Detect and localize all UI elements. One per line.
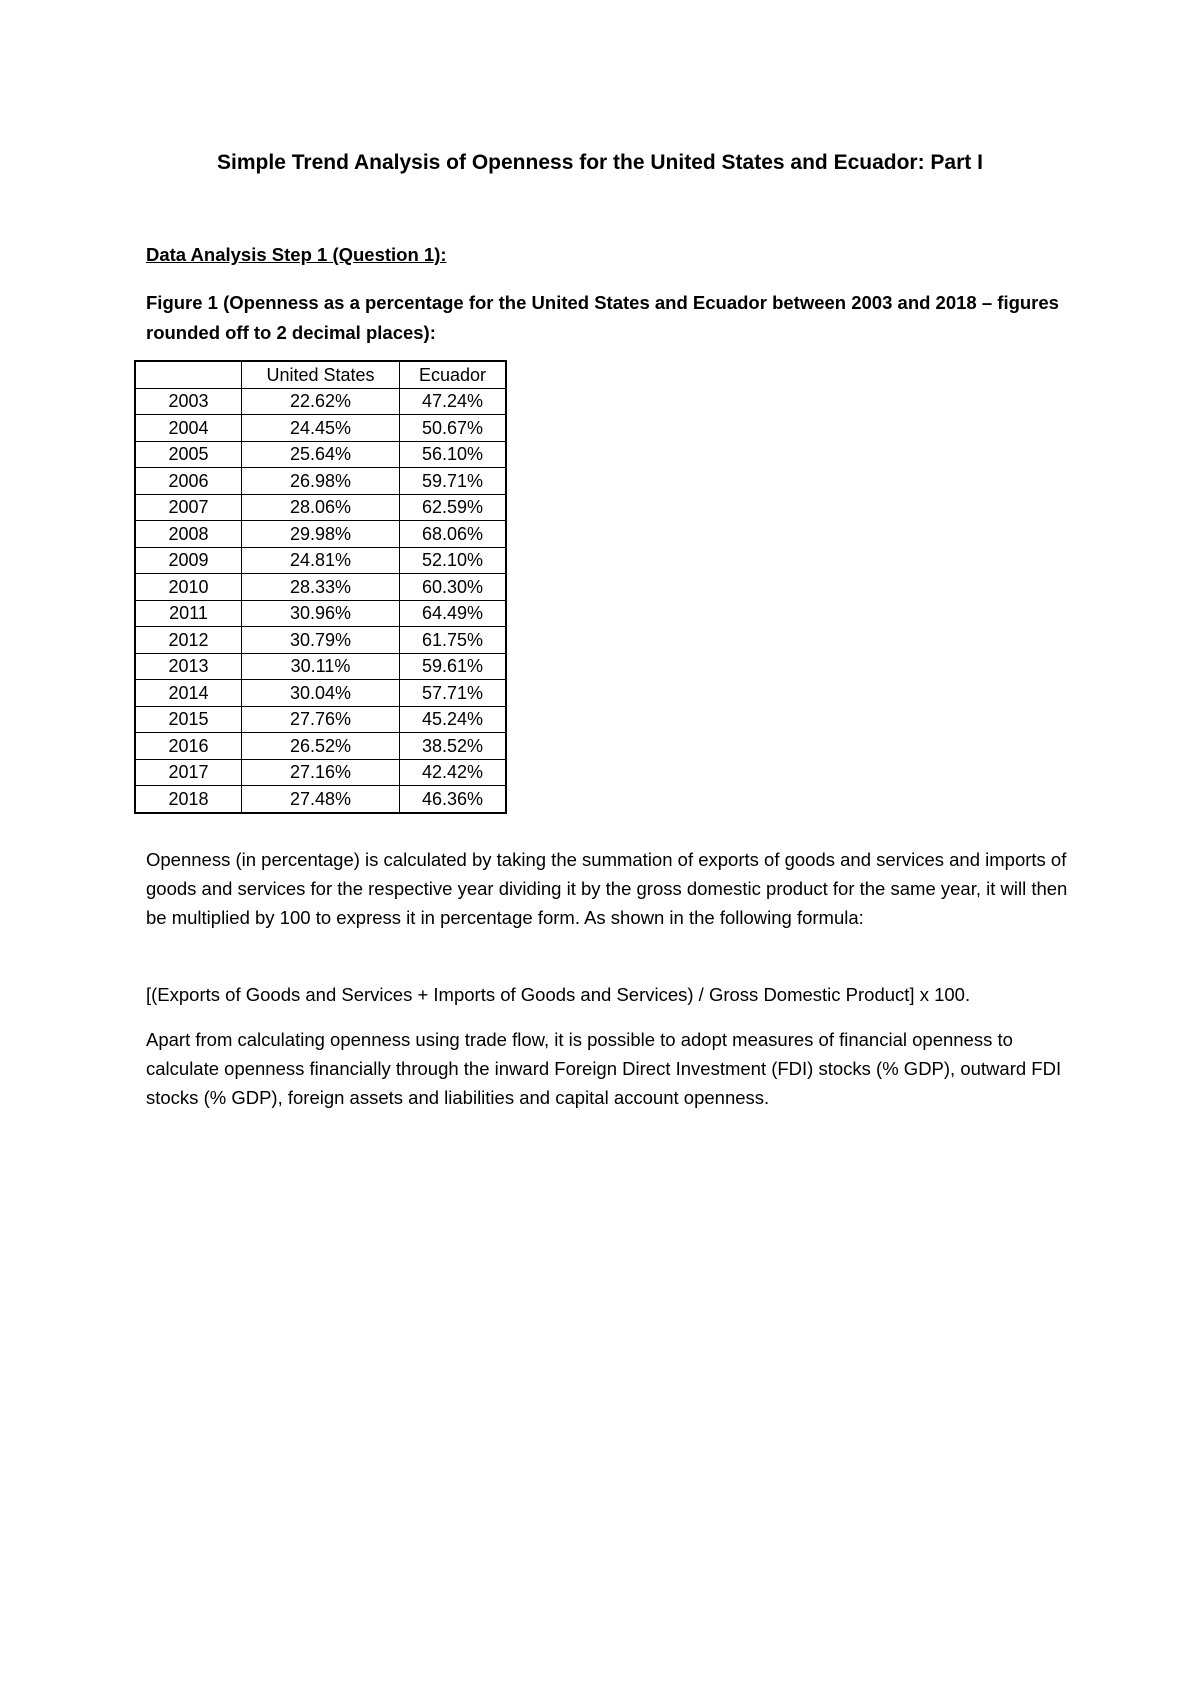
table-row — [135, 494, 506, 521]
ecuador-cell: 47.24% — [400, 388, 507, 415]
table-row — [135, 547, 506, 574]
united-states-cell: 24.81% — [242, 547, 400, 574]
document-title: Simple Trend Analysis of Openness for the United States and Ecuador: Part I — [217, 151, 983, 174]
table-row — [135, 706, 506, 733]
united-states-cell: 28.33% — [242, 574, 400, 601]
ecuador-cell: 50.67% — [400, 415, 507, 442]
year-cell: 2016 — [135, 733, 242, 760]
year-cell: 2003 — [135, 388, 242, 415]
united-states-cell: 28.06% — [242, 494, 400, 521]
section-heading: Data Analysis Step 1 (Question 1): — [146, 244, 447, 265]
table-body — [135, 388, 506, 813]
year-cell: 2007 — [135, 494, 242, 521]
ecuador-cell: 52.10% — [400, 547, 507, 574]
ecuador-cell: 57.71% — [400, 680, 507, 707]
united-states-cell: 30.04% — [242, 680, 400, 707]
table-row — [135, 653, 506, 680]
ecuador-cell: 60.30% — [400, 574, 507, 601]
ecuador-cell: 38.52% — [400, 733, 507, 760]
year-cell: 2004 — [135, 415, 242, 442]
united-states-cell: 27.48% — [242, 786, 400, 813]
year-cell: 2012 — [135, 627, 242, 654]
table-header-cell — [135, 361, 242, 388]
table-row — [135, 574, 506, 601]
formula-paragraph: [(Exports of Goods and Services + Imports of Goods and Services) / Gross Domestic Product] x 100. — [146, 984, 971, 1005]
table-row — [135, 388, 506, 415]
united-states-cell: 30.11% — [242, 653, 400, 680]
year-cell: 2017 — [135, 759, 242, 786]
openness-table — [134, 360, 507, 814]
ecuador-cell: 59.61% — [400, 653, 507, 680]
table-row — [135, 415, 506, 442]
year-cell: 2011 — [135, 600, 242, 627]
explanation-paragraph: Openness (in percentage) is calculated by taking the summation of exports of goods and services and imports of goods and services for the respective year dividing it by the gross domestic product for the same year, it will then be multiplied by 100 to express it in percentage form. As shown in the following formula: — [146, 849, 1068, 928]
ecuador-cell: 59.71% — [400, 468, 507, 495]
united-states-cell: 26.52% — [242, 733, 400, 760]
ecuador-cell: 62.59% — [400, 494, 507, 521]
table-row — [135, 680, 506, 707]
united-states-cell: 27.76% — [242, 706, 400, 733]
year-cell: 2015 — [135, 706, 242, 733]
year-cell: 2018 — [135, 786, 242, 813]
year-cell: 2010 — [135, 574, 242, 601]
year-cell: 2014 — [135, 680, 242, 707]
ecuador-cell: 56.10% — [400, 441, 507, 468]
ecuador-cell: 42.42% — [400, 759, 507, 786]
united-states-cell: 29.98% — [242, 521, 400, 548]
united-states-cell: 22.62% — [242, 388, 400, 415]
year-cell: 2013 — [135, 653, 242, 680]
year-cell: 2008 — [135, 521, 242, 548]
table-header-cell: United States — [242, 361, 400, 388]
united-states-cell: 27.16% — [242, 759, 400, 786]
year-cell: 2005 — [135, 441, 242, 468]
table-row — [135, 600, 506, 627]
year-cell: 2006 — [135, 468, 242, 495]
ecuador-cell: 64.49% — [400, 600, 507, 627]
united-states-cell: 30.79% — [242, 627, 400, 654]
table-row — [135, 733, 506, 760]
ecuador-cell: 46.36% — [400, 786, 507, 813]
year-cell: 2009 — [135, 547, 242, 574]
ecuador-cell: 68.06% — [400, 521, 507, 548]
table-row — [135, 759, 506, 786]
ecuador-cell: 61.75% — [400, 627, 507, 654]
table-row — [135, 786, 506, 813]
united-states-cell: 30.96% — [242, 600, 400, 627]
table-row — [135, 468, 506, 495]
united-states-cell: 25.64% — [242, 441, 400, 468]
financial-openness-paragraph: Apart from calculating openness using trade flow, it is possible to adopt measures of financial openness to calculate openness financially through the inward Foreign Direct Investment (FDI) stocks (% GDP), outward FDI stocks (% GDP), foreign assets and liabilities and capital account openness. — [146, 1029, 1062, 1108]
figure-caption: Figure 1 (Openness as a percentage for the United States and Ecuador between 2003 and 2018 – figures rounded off to 2 decimal places): — [146, 292, 1059, 343]
table-header-row — [135, 361, 506, 388]
united-states-cell: 26.98% — [242, 468, 400, 495]
table-row — [135, 627, 506, 654]
table-row — [135, 521, 506, 548]
ecuador-cell: 45.24% — [400, 706, 507, 733]
united-states-cell: 24.45% — [242, 415, 400, 442]
table-row — [135, 441, 506, 468]
table-header-cell: Ecuador — [400, 361, 507, 388]
